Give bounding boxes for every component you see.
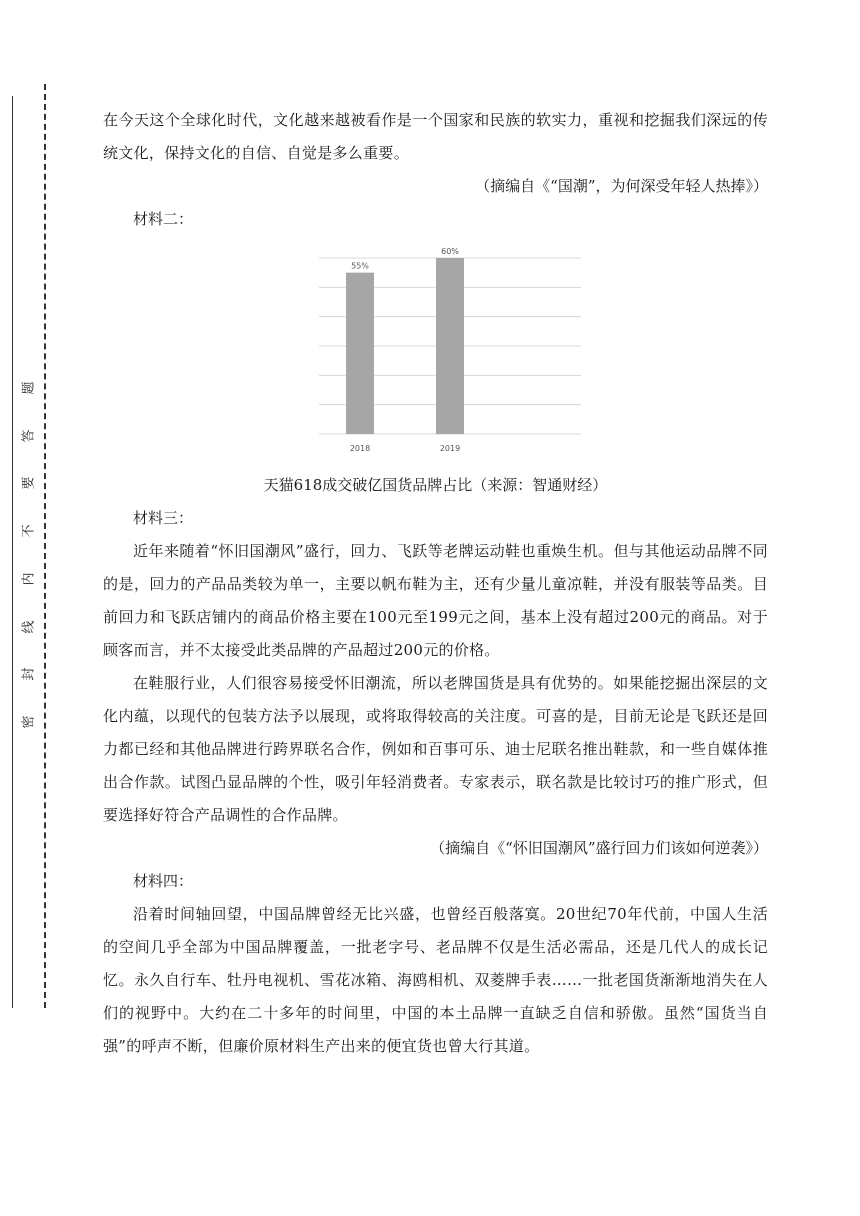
material3-heading: 材料三： [133,509,194,527]
binding-char: 题 [21,381,37,395]
binding-margin [0,0,60,1216]
document-body [103,104,768,1063]
chart-bar-2019 [436,258,464,434]
bar-chart [303,238,603,468]
chart-bar-2018 [346,273,374,434]
material2-heading: 材料二： [133,210,194,228]
chart-caption: 天猫618成交破亿国货品牌占比（来源：智通财经） [263,476,608,494]
binding-char: 要 [21,476,37,490]
binding-char: 答 [21,429,37,443]
material3-paragraph-1: 近年来随着“怀旧国潮风”盛行，回力、飞跃等老牌运动鞋也重焕生机。但与其他运动品牌不同的是，回力的产品品类较为单一，主要以帆布鞋为主，还有少量儿童凉鞋，并没有服装等品类。目前回力和飞跃店铺内的商品价格主要在100元至199元之间，基本上没有超过200元的商品。对于顾客而言，并不太接受此类品牌的产品超过200元的价格。 [103,542,768,659]
material1-tail-paragraph: 在今天这个全球化时代，文化越来越被看作是一个国家和民族的软实力，重视和挖掘我们深远的传统文化，保持文化的自信、自觉是多么重要。 [103,111,768,162]
material4-paragraph: 沿着时间轴回望，中国品牌曾经无比兴盛，也曾经百般落寞。20世纪70年代前，中国人生活的空间几乎全部为中国品牌覆盖，一批老字号、老品牌不仅是生活必需品，还是几代人的成长记忆。永久自行车、牡丹电视机、雪花冰箱、海鸥相机、双菱牌手表……一批老国货渐渐地消失在人们的视野中。大约在二十多年的时间里，中国的本土品牌一直缺乏自信和骄傲。虽然“国货当自强”的呼声不断，但廉价原材料生产出来的便宜货也曾大行其道。 [103,905,768,1055]
chart-data-label: 60% [441,247,459,256]
binding-char: 内 [21,572,37,586]
binding-dashed-line [44,84,46,1008]
binding-char: 线 [21,620,37,634]
material1-source: （摘编自《“国潮”，为何深受年轻人热捧》） [475,177,768,195]
chart-container [103,238,768,468]
chart-x-tick-label: 2019 [439,444,461,453]
binding-char: 不 [21,524,37,538]
binding-char: 密 [21,715,37,729]
chart-data-label: 55% [351,261,369,271]
binding-warning-text [22,380,38,730]
binding-char: 封 [21,667,37,681]
material3-source: （摘编自《“怀旧国潮风”盛行回力们该如何逆袭》） [430,839,768,857]
chart-x-tick-label: 2018 [349,444,371,453]
material3-paragraph-2: 在鞋服行业，人们很容易接受怀旧潮流，所以老牌国货是具有优势的。如果能挖掘出深层的文化内蕴，以现代的包装方法予以展现，或将取得较高的关注度。可喜的是，目前无论是飞跃还是回力都已经和其他品牌进行跨界联名合作，例如和百事可乐、迪士尼联名推出鞋款，和一些自媒体推出合作款。试图凸显品牌的个性，吸引年轻消费者。专家表示，联名款是比较讨巧的推广形式，但要选择好符合产品调性的合作品牌。 [103,674,768,824]
binding-solid-line [12,96,13,1008]
material4-heading: 材料四： [133,872,194,890]
